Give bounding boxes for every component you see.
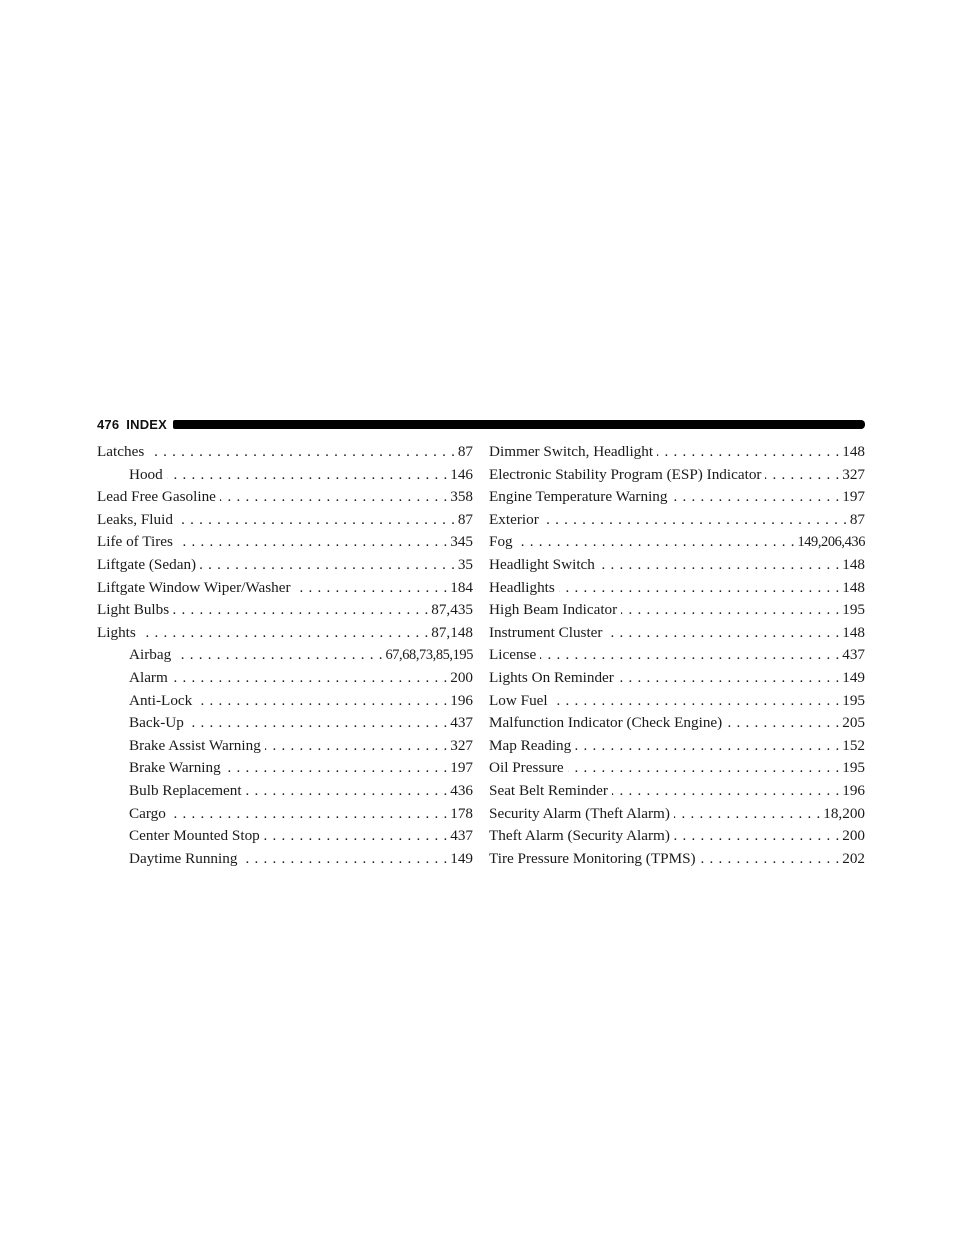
index-column-right — [489, 441, 865, 870]
entry-page: 200 — [450, 668, 473, 686]
entry-page: 196 — [450, 691, 473, 709]
entry-label: Fog — [489, 533, 513, 551]
entry-page: 35 — [457, 555, 473, 573]
entry-page: 149 — [450, 849, 473, 867]
index-entry — [489, 441, 865, 464]
dot-leader — [246, 780, 448, 803]
entry-label: Headlights — [489, 578, 555, 596]
entry-page: 87,148 — [431, 623, 473, 641]
entry-page: 18,200 — [823, 804, 865, 822]
dot-leader — [575, 735, 839, 758]
entry-label: Bulb Replacement — [129, 781, 242, 799]
index-subentry — [97, 667, 473, 690]
dot-leader — [674, 803, 820, 826]
dot-leader — [265, 735, 447, 758]
entry-page: 87 — [849, 510, 865, 528]
entry-page: 184 — [450, 578, 473, 596]
entry-page: 197 — [842, 488, 865, 506]
entry-label: Dimmer Switch, Headlight — [489, 443, 654, 460]
entry-page: 437 — [450, 827, 473, 845]
dot-leader — [612, 780, 839, 803]
index-entry — [489, 644, 865, 667]
dot-leader — [672, 486, 840, 509]
entry-page: 327 — [842, 465, 865, 483]
entry-label: Leaks, Fluid — [97, 510, 173, 528]
header-rule — [173, 420, 865, 429]
dot-leader — [606, 622, 839, 645]
dot-leader — [177, 509, 455, 532]
entry-label: Light Bulbs — [97, 601, 170, 619]
entry-page: 148 — [842, 623, 865, 641]
entry-page: 148 — [842, 443, 865, 460]
page-number: 476 — [97, 416, 120, 432]
entry-page: 197 — [450, 759, 473, 777]
index-entry — [489, 735, 865, 758]
entry-page: 202 — [842, 849, 865, 867]
index-entry — [489, 848, 865, 871]
entry-page: 437 — [450, 714, 473, 732]
entry-label: Security Alarm (Theft Alarm) — [489, 804, 670, 822]
entry-label: Map Reading — [489, 736, 572, 754]
dot-leader — [220, 486, 447, 509]
dot-leader — [618, 667, 839, 690]
entry-page: 327 — [450, 736, 473, 754]
index-entry — [97, 531, 473, 554]
entry-page: 149 — [842, 668, 865, 686]
entry-page: 87 — [457, 443, 473, 460]
dot-leader — [657, 441, 839, 464]
entry-label: Headlight Switch — [489, 555, 595, 573]
index-entry — [97, 622, 473, 645]
entry-page: 205 — [842, 714, 865, 732]
index-subentry — [97, 825, 473, 848]
index-subentry — [97, 464, 473, 487]
entry-page: 437 — [842, 646, 865, 664]
index-entry — [97, 441, 473, 464]
dot-leader — [175, 644, 382, 667]
entry-label: Back-Up — [129, 714, 184, 732]
dot-leader — [540, 644, 839, 667]
index-entry — [489, 599, 865, 622]
entry-label: Tire Pressure Monitoring (TPMS) — [489, 849, 696, 867]
dot-leader — [172, 667, 447, 690]
dot-leader — [241, 848, 447, 871]
index-subentry — [97, 757, 473, 780]
index-entry — [489, 486, 865, 509]
dot-leader — [177, 531, 447, 554]
dot-leader — [188, 712, 447, 735]
index-subentry — [97, 803, 473, 826]
entry-label: Cargo — [129, 804, 166, 822]
entry-page: 67,68,73,85,195 — [385, 647, 473, 664]
index-subentry — [97, 735, 473, 758]
index-subentry — [97, 780, 473, 803]
index-entry — [489, 554, 865, 577]
index-subentry — [97, 848, 473, 871]
entry-page: 87 — [457, 510, 473, 528]
entry-label: Brake Warning — [129, 759, 221, 777]
dot-leader — [674, 825, 839, 848]
dot-leader — [200, 554, 455, 577]
entry-label: Hood — [129, 465, 163, 483]
index-entry — [489, 690, 865, 713]
index-column-left — [97, 441, 473, 870]
dot-leader — [599, 554, 839, 577]
index-entry — [489, 622, 865, 645]
section-title: INDEX — [126, 416, 168, 432]
dot-leader — [765, 464, 839, 487]
entry-page: 178 — [450, 804, 473, 822]
index-entry — [489, 577, 865, 600]
entry-label: Latches — [97, 443, 145, 460]
header-label — [97, 417, 167, 432]
index-entry — [97, 486, 473, 509]
index-entry — [489, 780, 865, 803]
entry-label: Oil Pressure — [489, 759, 564, 777]
dot-leader — [225, 757, 448, 780]
dot-leader — [295, 577, 448, 600]
index-entry — [489, 464, 865, 487]
entry-page: 149,206,436 — [797, 534, 865, 551]
entry-page: 436 — [450, 781, 473, 799]
entry-page: 148 — [842, 578, 865, 596]
entry-label: Exterior — [489, 510, 539, 528]
entry-label: Seat Belt Reminder — [489, 781, 608, 799]
dot-leader — [726, 712, 839, 735]
entry-label: Malfunction Indicator (Check Engine) — [489, 714, 723, 732]
index-entry — [97, 599, 473, 622]
entry-page: 146 — [450, 465, 473, 483]
entry-label: Lights On Reminder — [489, 668, 614, 686]
entry-page: 200 — [842, 827, 865, 845]
entry-page: 152 — [842, 736, 865, 754]
dot-leader — [264, 825, 447, 848]
page-header — [97, 414, 865, 434]
entry-label: Life of Tires — [97, 533, 173, 551]
entry-label: High Beam Indicator — [489, 601, 618, 619]
entry-label: Brake Assist Warning — [129, 736, 261, 754]
index-entry — [489, 712, 865, 735]
entry-label: Lead Free Gasoline — [97, 488, 216, 506]
entry-page: 358 — [450, 488, 473, 506]
index-entry — [489, 531, 865, 554]
entry-page: 196 — [842, 781, 865, 799]
dot-leader — [173, 599, 428, 622]
entry-page: 87,435 — [431, 601, 473, 619]
dot-leader — [552, 690, 840, 713]
entry-label: Center Mounted Stop — [129, 827, 260, 845]
index-subentry — [97, 712, 473, 735]
index-entry — [489, 825, 865, 848]
entry-page: 195 — [842, 691, 865, 709]
dot-leader — [148, 441, 455, 464]
dot-leader — [140, 622, 428, 645]
index-entry — [97, 577, 473, 600]
dot-leader — [700, 848, 840, 871]
index-subentry — [97, 690, 473, 713]
index-entry — [489, 757, 865, 780]
entry-label: Daytime Running — [129, 849, 238, 867]
entry-label: Alarm — [129, 668, 168, 686]
entry-label: Lights — [97, 623, 136, 641]
index-entry — [97, 509, 473, 532]
entry-page: 345 — [450, 533, 473, 551]
index-subentry — [97, 644, 473, 667]
entry-label: Liftgate (Sedan) — [97, 555, 197, 573]
index-entry — [489, 667, 865, 690]
entry-label: Electronic Stability Program (ESP) Indicator — [489, 465, 762, 483]
dot-leader — [559, 577, 839, 600]
entry-label: License — [489, 646, 537, 664]
dot-leader — [568, 757, 840, 780]
entry-label: Instrument Cluster — [489, 623, 603, 641]
entry-page: 195 — [842, 759, 865, 777]
dot-leader — [196, 690, 447, 713]
entry-page: 195 — [842, 601, 865, 619]
index-entry — [489, 803, 865, 826]
entry-label: Theft Alarm (Security Alarm) — [489, 827, 670, 845]
dot-leader — [543, 509, 847, 532]
dot-leader — [170, 803, 447, 826]
dot-leader — [517, 531, 795, 554]
index-entry — [97, 554, 473, 577]
dot-leader — [167, 464, 447, 487]
entry-label: Airbag — [129, 646, 172, 664]
entry-label: Engine Temperature Warning — [489, 488, 668, 506]
dot-leader — [621, 599, 839, 622]
entry-label: Low Fuel — [489, 691, 548, 709]
index-entry — [489, 509, 865, 532]
entry-page: 148 — [842, 555, 865, 573]
entry-label: Anti-Lock — [129, 691, 193, 709]
entry-label: Liftgate Window Wiper/Washer — [97, 578, 291, 596]
